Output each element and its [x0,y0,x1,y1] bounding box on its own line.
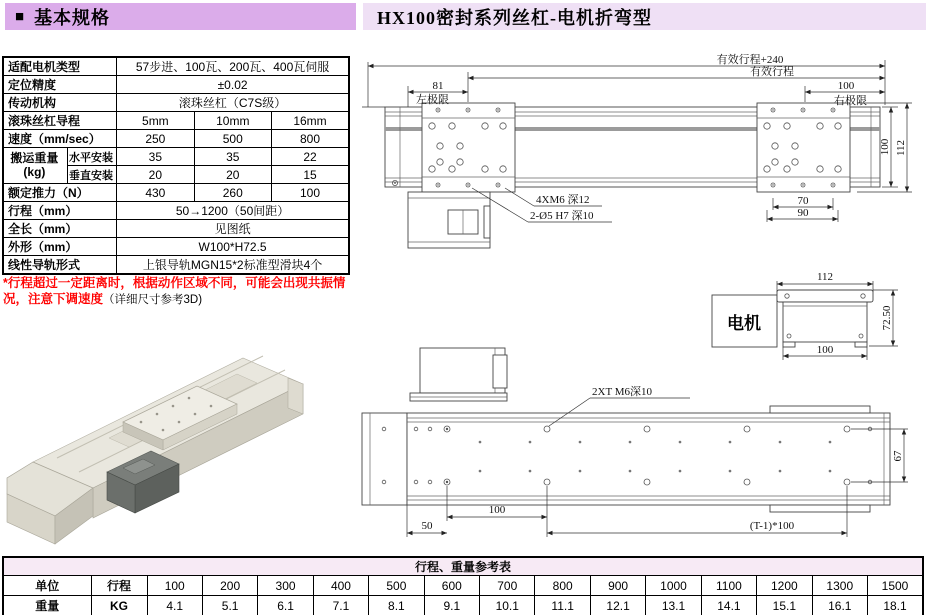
motor-bottom [410,348,507,401]
resonance-note [3,276,359,307]
dim-112-vertical: 112 [895,139,907,157]
dim-81: 81 [432,80,444,92]
spec-value: 500 [194,130,271,148]
spec-label: 定位精度 [3,76,117,94]
weight-reference-table [2,556,924,615]
dim-100-vertical: 100 [879,138,891,156]
callout-dowel-holes: 2-Ø5 H7 深10 [530,210,594,222]
weight-table-title: 行程、重量参考表 [3,557,923,576]
weight-value: 13.1 [646,596,701,615]
page-title-band [363,3,926,30]
dim-total-stroke: 有效行程+240 [716,54,784,66]
spec-value: 16mm [271,112,349,130]
dim-112-section: 112 [816,271,834,283]
stroke-value: 700 [480,576,535,596]
spec-label: 速度（mm/sec） [3,130,117,148]
spec-table [2,56,350,275]
spec-value: 15 [271,166,349,184]
weight-row [3,596,923,615]
spec-value: 10mm [194,112,271,130]
weight-value: 4.1 [147,596,202,615]
stroke-label: 行程 [91,576,147,596]
spec-row-payload-horizontal [3,148,349,166]
dim-67: 67 [892,450,904,462]
weight-value: 16.1 [812,596,867,615]
spec-row-drive [3,94,349,112]
stroke-value: 100 [147,576,202,596]
dim-50: 50 [421,520,433,532]
spec-value: 430 [117,184,194,202]
spec-label: 传动机构 [3,94,117,112]
spec-value: W100*H72.5 [117,238,349,256]
weight-value: 5.1 [202,596,257,615]
product-3d-render [5,320,335,548]
spec-row-lead [3,112,349,130]
spec-row-shape [3,238,349,256]
right-limit-label: 右极限 [834,95,867,107]
dim-70: 70 [797,195,809,207]
stroke-value: 1500 [867,576,923,596]
spec-row-motor-type [3,57,349,76]
weight-value: 8.1 [369,596,424,615]
unit-label: 单位 [3,576,91,596]
stroke-value: 1200 [757,576,812,596]
left-limit-label: 左极限 [416,94,449,106]
square-bullet-icon: ■ [15,8,25,25]
spec-value: 100 [271,184,349,202]
technical-drawings [360,45,926,555]
stroke-value: 1000 [646,576,701,596]
stroke-value: 1300 [812,576,867,596]
stroke-value: 800 [535,576,590,596]
spec-value: 50→1200（50间距） [117,202,349,220]
spec-row-speed [3,130,349,148]
spec-label: 滚珠丝杠导程 [3,112,117,130]
payload-unit: (kg) [23,164,46,179]
spec-label: 行程（mm） [3,202,117,220]
dim-100-top: 100 [837,80,855,92]
payload-label: 搬运重量 [10,150,59,165]
spec-value: ±0.02 [117,76,349,94]
weight-value: 6.1 [258,596,313,615]
dim-100-bottom: 100 [488,504,506,516]
spec-label [3,148,67,184]
spec-value: 20 [117,166,194,184]
weight-value: 10.1 [480,596,535,615]
stroke-value: 400 [313,576,368,596]
spec-sublabel: 水平安装 [67,148,116,166]
note-red-text: *行程超过一定距离时，根据动作区域不同，可能会出现共振情况，注意下调速度 [3,276,346,306]
section-view [712,271,898,360]
spec-label: 线性导轨形式 [3,256,117,275]
stroke-value: 300 [258,576,313,596]
spec-value: 57步进、100瓦、200瓦、400瓦伺服 [117,57,349,76]
callout-bottom-m6: 2XT M6深10 [592,386,652,398]
spec-row-rail [3,256,349,275]
note-black-text: （详细尺寸参考3D) [103,293,203,306]
spec-value: 260 [194,184,271,202]
spec-value: 上银导轨MGN15*2标准型滑块4个 [117,256,349,275]
stroke-row [3,576,923,596]
right-carriage [757,103,850,192]
spec-label: 额定推力（N） [3,184,117,202]
spec-value: 250 [117,130,194,148]
spec-value: 20 [194,166,271,184]
section-title: 基本规格 [34,7,111,28]
top-view [362,52,912,248]
weight-value: 14.1 [701,596,756,615]
weight-table-title-row [3,557,923,576]
dim-100-section: 100 [816,344,834,356]
spec-sublabel: 垂直安装 [67,166,116,184]
bottom-view [362,348,908,537]
spec-value: 22 [271,148,349,166]
stroke-value: 900 [590,576,645,596]
spec-row-length [3,220,349,238]
dim-effective-stroke: 有效行程 [750,66,794,78]
spec-value: 800 [271,130,349,148]
spec-row-accuracy [3,76,349,94]
spec-value: 5mm [117,112,194,130]
dim-pitch: (T-1)*100 [749,520,795,532]
spec-value: 见图纸 [117,220,349,238]
stroke-value: 1100 [701,576,756,596]
dim-72-50: 72.50 [881,305,893,331]
spec-value: 35 [194,148,271,166]
spec-label: 适配电机类型 [3,57,117,76]
weight-value: 15.1 [757,596,812,615]
kg-label: KG [91,596,147,615]
stroke-value: 500 [369,576,424,596]
spec-row-stroke [3,202,349,220]
spec-label: 外形（mm） [3,238,117,256]
spec-value: 滚珠丝杠（C7S级） [117,94,349,112]
weight-value: 9.1 [424,596,479,615]
spec-row-thrust [3,184,349,202]
stroke-value: 600 [424,576,479,596]
spec-value: 35 [117,148,194,166]
stroke-value: 200 [202,576,257,596]
spec-label: 全长（mm） [3,220,117,238]
page-title: HX100密封系列丝杠-电机折弯型 [377,7,652,28]
dim-90: 90 [797,207,809,219]
weight-value: 18.1 [867,596,923,615]
weight-value: 12.1 [590,596,645,615]
motor-plan [408,192,490,248]
section-header [5,3,356,30]
left-carriage [422,103,515,192]
weight-value: 11.1 [535,596,590,615]
weight-value: 7.1 [313,596,368,615]
motor-label: 电机 [727,314,761,333]
callout-m6-threads: 4XM6 深12 [536,194,590,206]
weight-label: 重量 [3,596,91,615]
